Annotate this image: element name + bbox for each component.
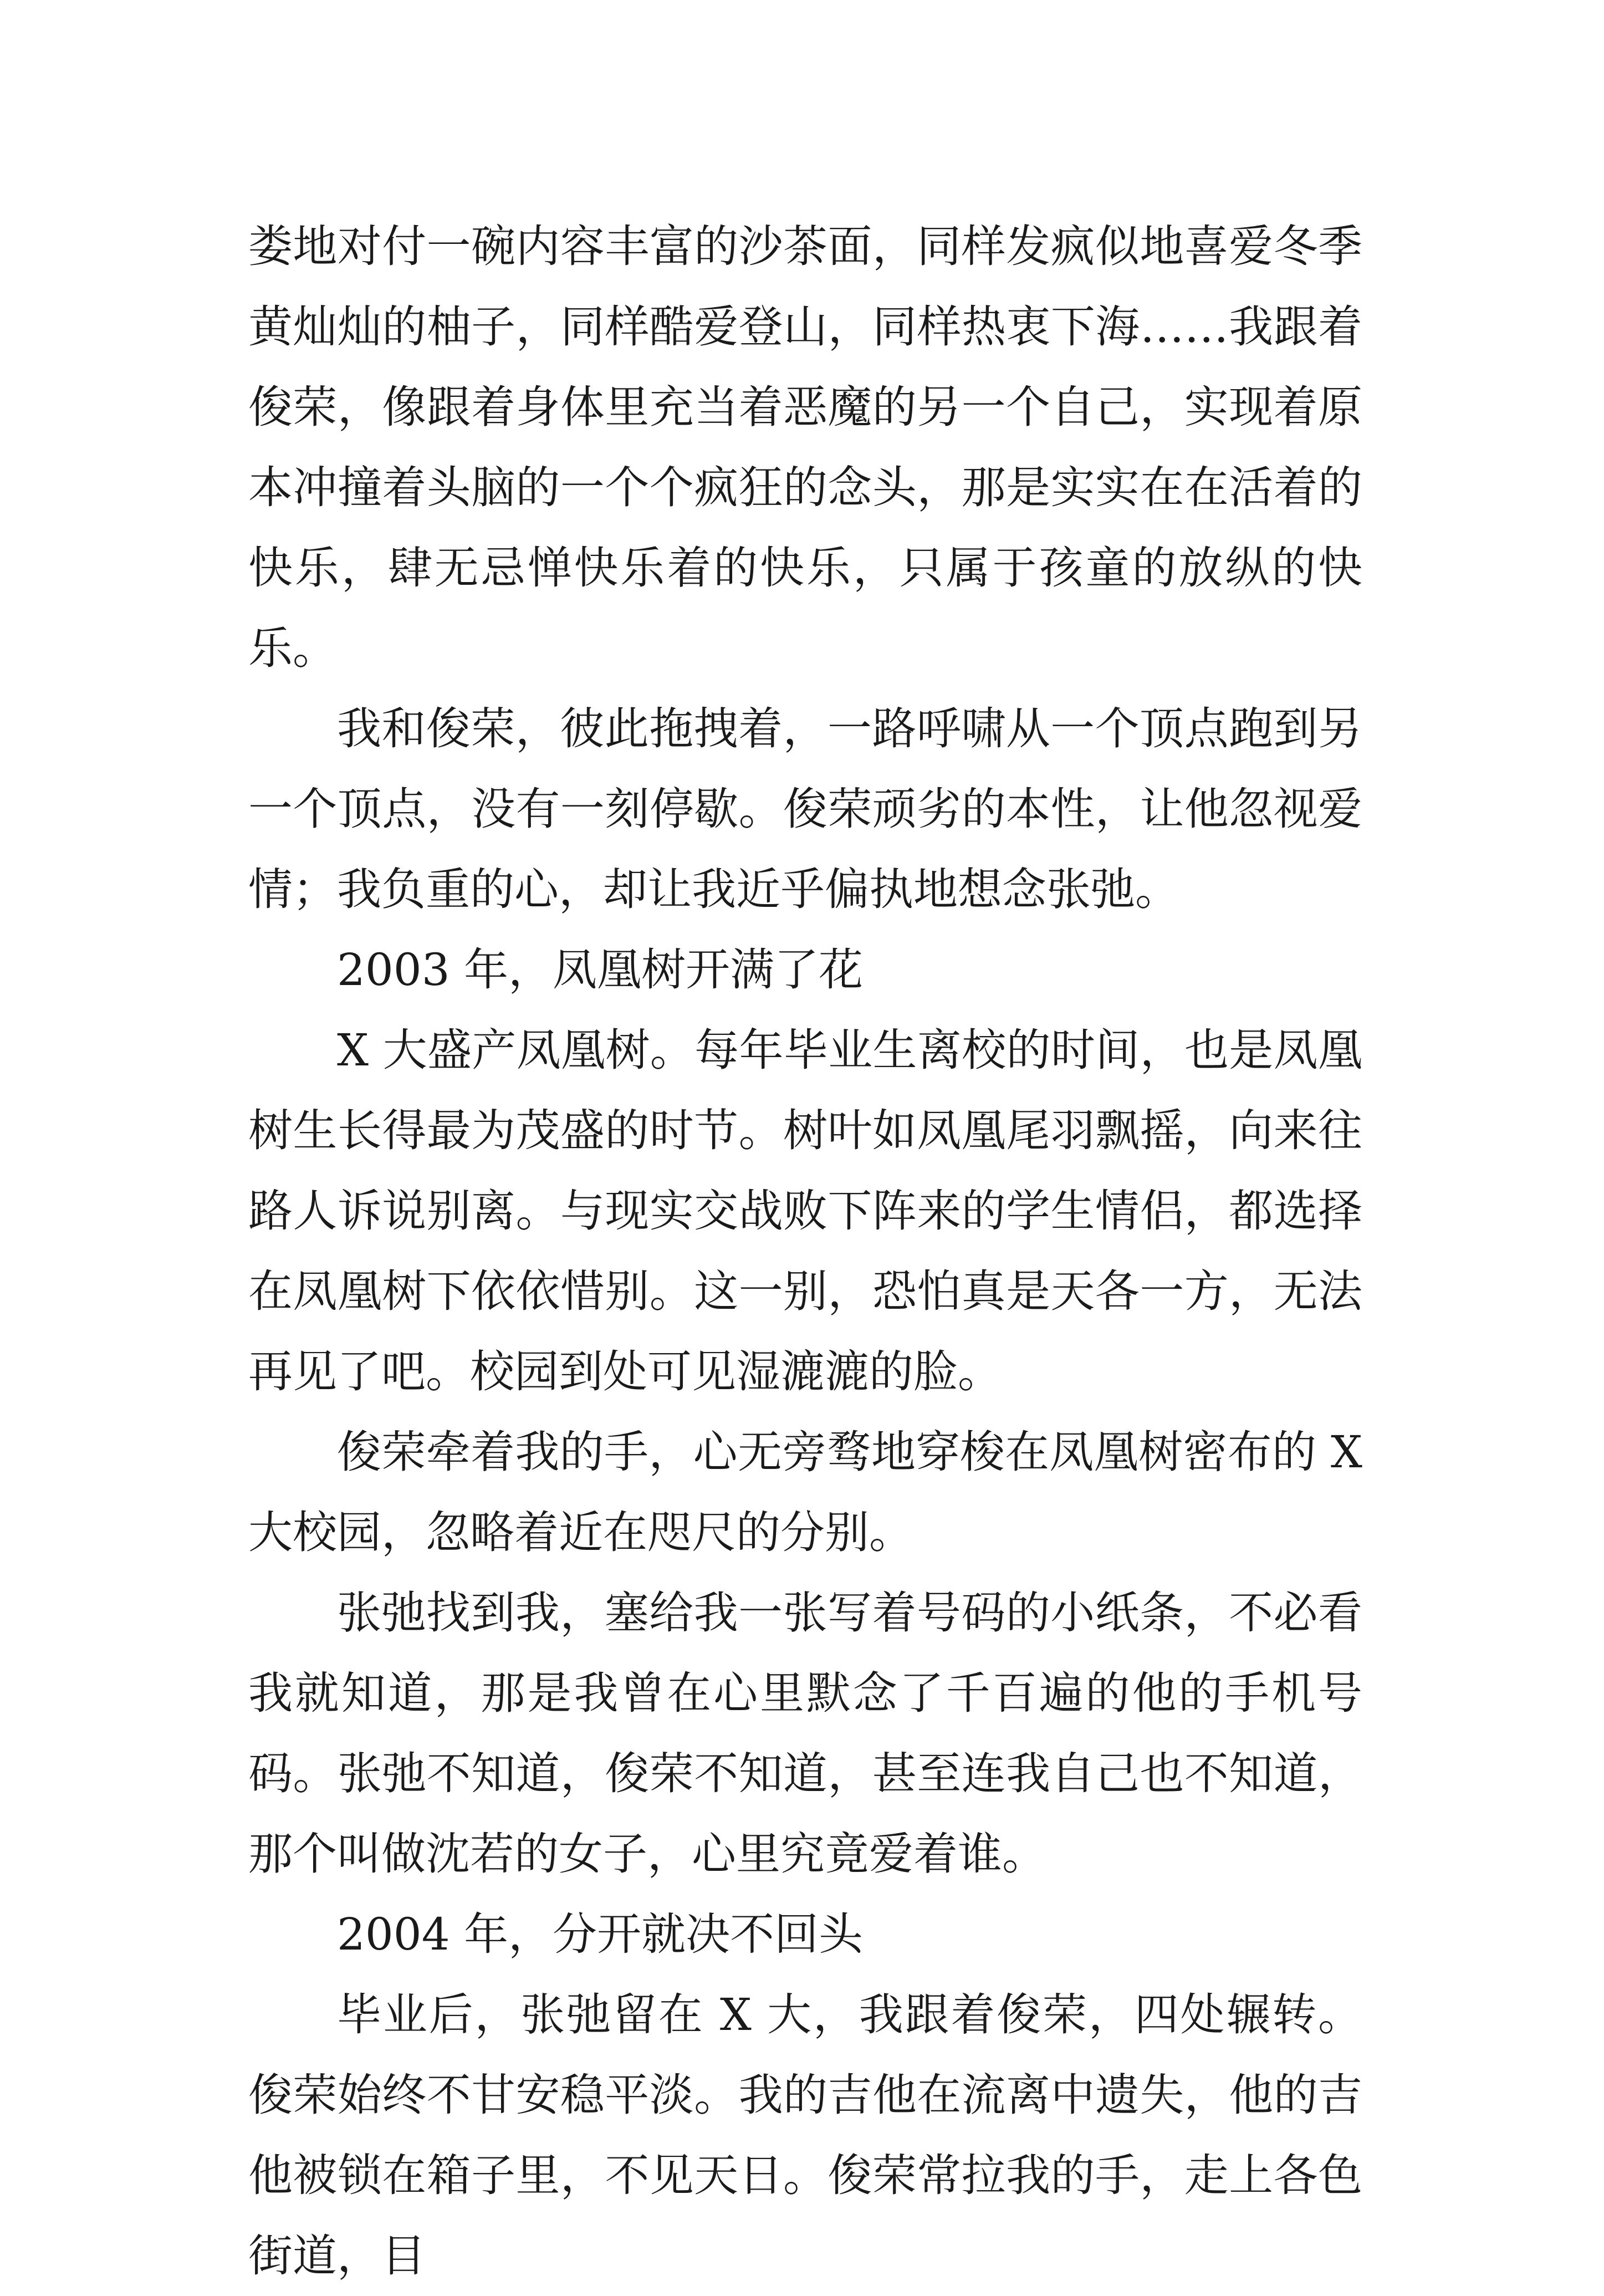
paragraph: X 大盛产凤凰树。每年毕业生离校的时间，也是凤凰树生长得最为茂盛的时节。树叶如凤凰尾羽飘摇，向来往路人诉说别离。与现实交战败下阵来的学生情侣，都选择在凤凰树下依依惜别。这一别，恐怕真是天各一方，无法再见了吧。校园到处可见湿漉漉的脸。 xyxy=(248,1024,1362,1397)
section-heading: 2003 年，凤凰树开满了花 xyxy=(337,944,864,996)
section-heading: 2004 年，分开就决不回头 xyxy=(337,1909,864,1960)
paragraph: 毕业后，张弛留在 X 大，我跟着俊荣，四处辗转。俊荣始终不甘安稳平淡。我的吉他在流离中遗失，他的吉他被锁在箱子里，不见天日。俊荣常拉我的手，走上各色街道，目 xyxy=(248,1989,1362,2282)
paragraph: 我和俊荣，彼此拖拽着，一路呼啸从一个顶点跑到另一个顶点，没有一刻停歇。俊荣顽劣的本性，让他忽视爱情；我负重的心，却让我近乎偏执地想念张弛。 xyxy=(248,703,1362,915)
paragraph: 俊荣牵着我的手，心无旁骛地穿梭在凤凰树密布的 X 大校园，忽略着近在咫尺的分别。 xyxy=(248,1426,1362,1558)
document-body xyxy=(248,206,1362,2296)
paragraph: 娄地对付一碗内容丰富的沙茶面，同样发疯似地喜爱冬季黄灿灿的柚子，同样酷爱登山，同样热衷下海……我跟着俊荣，像跟着身体里充当着恶魔的另一个自己，实现着原本冲撞着头脑的一个个疯狂的念头，那是实实在在活着的快乐，肆无忌惮快乐着的快乐，只属于孩童的放纵的快乐。 xyxy=(248,221,1362,674)
paragraph: 张弛找到我，塞给我一张写着号码的小纸条，不必看我就知道，那是我曾在心里默念了千百遍的他的手机号码。张弛不知道，俊荣不知道，甚至连我自己也不知道，那个叫做沈若的女子，心里究竟爱着谁。 xyxy=(248,1587,1362,1880)
